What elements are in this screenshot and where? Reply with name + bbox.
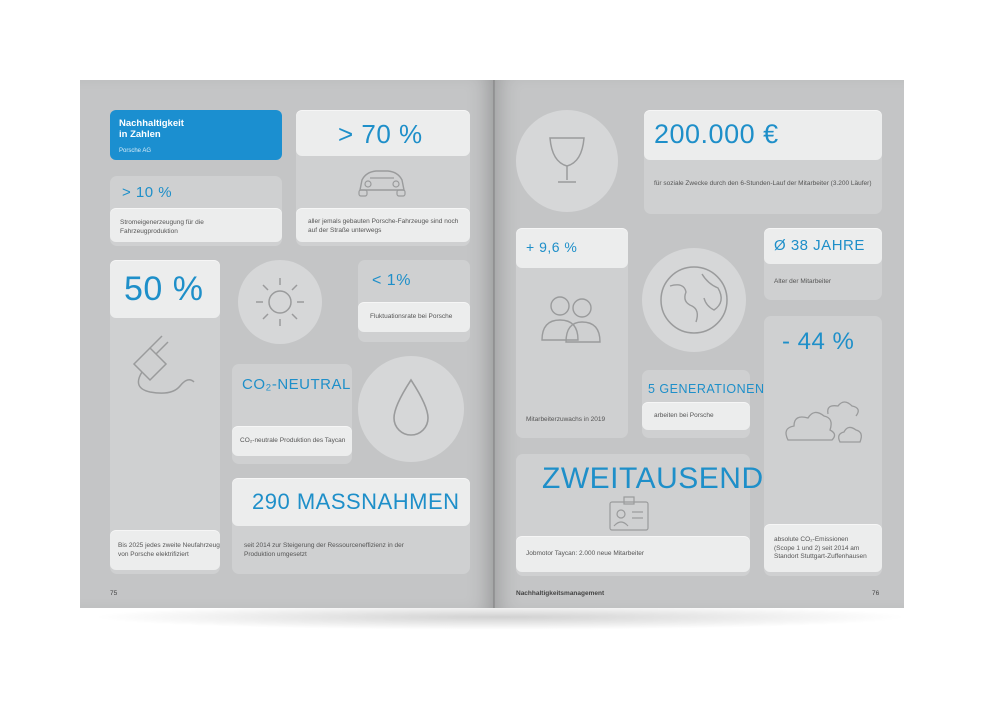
stat-caption-box	[516, 536, 750, 572]
stat-value: Ø 38 JAHRE	[774, 237, 865, 254]
stat-value: 5 GENERATIONEN	[648, 382, 765, 396]
stat-value: CO₂-NEUTRAL	[242, 376, 351, 393]
stat-caption: Mitarbeiterzuwachs in 2019	[526, 416, 606, 423]
stat-caption: CO₂-neutrale Produktion des Taycan	[240, 437, 346, 444]
right-page	[494, 80, 904, 608]
trophy-circle	[516, 110, 618, 212]
sun-circle	[238, 260, 322, 344]
stat-value: > 10 %	[122, 184, 173, 201]
stat-card-44	[764, 316, 882, 576]
stat-caption-box	[358, 302, 470, 332]
left-page	[80, 80, 494, 608]
header-box	[110, 110, 282, 160]
car-icon	[354, 166, 410, 200]
stat-value: ZWEITAUSEND	[542, 462, 764, 495]
globe-circle	[642, 248, 746, 352]
stat-caption-box	[110, 530, 220, 570]
stat-value: + 9,6 %	[526, 239, 578, 255]
cloud-icon	[782, 398, 864, 448]
stat-caption-box	[764, 524, 882, 572]
gutter	[493, 80, 495, 608]
stat-value: - 44 %	[782, 328, 855, 355]
brochure-spread	[80, 80, 904, 608]
stat-caption: Alter der Mitarbeiter	[774, 278, 832, 285]
stat-caption-box	[642, 402, 750, 430]
stat-value-box	[296, 110, 470, 156]
stat-card-200000	[644, 110, 882, 214]
stat-value-box	[516, 228, 628, 268]
page-number-left: 75	[110, 590, 118, 597]
people-icon	[538, 290, 606, 346]
stat-card-290	[232, 478, 470, 574]
stat-caption: Bis 2025 jedes zweite Neufahrzeug von Porsche elektrifiziert	[118, 542, 220, 558]
stat-value-box	[110, 260, 220, 318]
stat-value-box	[644, 110, 882, 160]
id-card-icon	[608, 496, 650, 532]
stat-caption-box	[110, 208, 282, 242]
stat-value-box	[232, 478, 470, 526]
stat-caption: absolute CO₂-Emissionen (Scope 1 und 2) seit 2014 am Standort Stuttgart-Zuffenhausen	[774, 536, 867, 560]
drop-icon	[388, 376, 434, 440]
stat-caption-box	[296, 208, 470, 242]
stat-caption: arbeiten bei Porsche	[654, 412, 714, 419]
stat-card-1	[358, 260, 470, 342]
stat-card-70	[296, 110, 470, 246]
stat-value: 50 %	[124, 270, 204, 308]
drop-circle	[358, 356, 464, 462]
stat-caption: seit 2014 zur Steigerung der Ressourceneffizienz in der Produktion umgesetzt	[244, 542, 404, 558]
stat-value: < 1%	[372, 272, 411, 289]
stat-card-10	[110, 176, 282, 246]
stat-card-96	[516, 228, 628, 438]
plug-icon	[128, 330, 198, 408]
stat-caption: für soziale Zwecke durch den 6-Stunden-Lauf der Mitarbeiter (3.200 Läufer)	[654, 180, 872, 187]
page-number-right: 76	[872, 590, 880, 597]
stat-caption: Stromeigenerzeugung für die Fahrzeugproduktion	[120, 219, 204, 235]
stat-card-38	[764, 228, 882, 300]
stat-card-zweitausend	[516, 454, 764, 576]
globe-icon	[656, 262, 732, 338]
stat-card-co2	[232, 364, 352, 464]
stat-card-5gen	[642, 370, 765, 438]
sun-icon	[250, 272, 310, 332]
stat-card-50	[110, 260, 220, 574]
stat-value: > 70 %	[338, 119, 423, 149]
stat-caption: Jobmotor Taycan: 2.000 neue Mitarbeiter	[526, 550, 645, 557]
section-label: Nachhaltigkeitsmanagement	[516, 590, 605, 597]
trophy-icon	[542, 134, 592, 190]
stat-value-box	[764, 228, 882, 264]
stat-value: 290 MASSNAHMEN	[252, 489, 460, 514]
stat-caption-box	[232, 426, 352, 456]
page-subtitle: Porsche AG	[119, 148, 152, 154]
stat-caption: aller jemals gebauten Porsche-Fahrzeuge sind noch auf der Straße unterwegs	[308, 218, 459, 234]
stat-value: 200.000 €	[654, 119, 779, 149]
stat-caption: Fluktuationsrate bei Porsche	[370, 313, 453, 320]
page-title: Nachhaltigkeit in Zahlen	[119, 118, 184, 140]
